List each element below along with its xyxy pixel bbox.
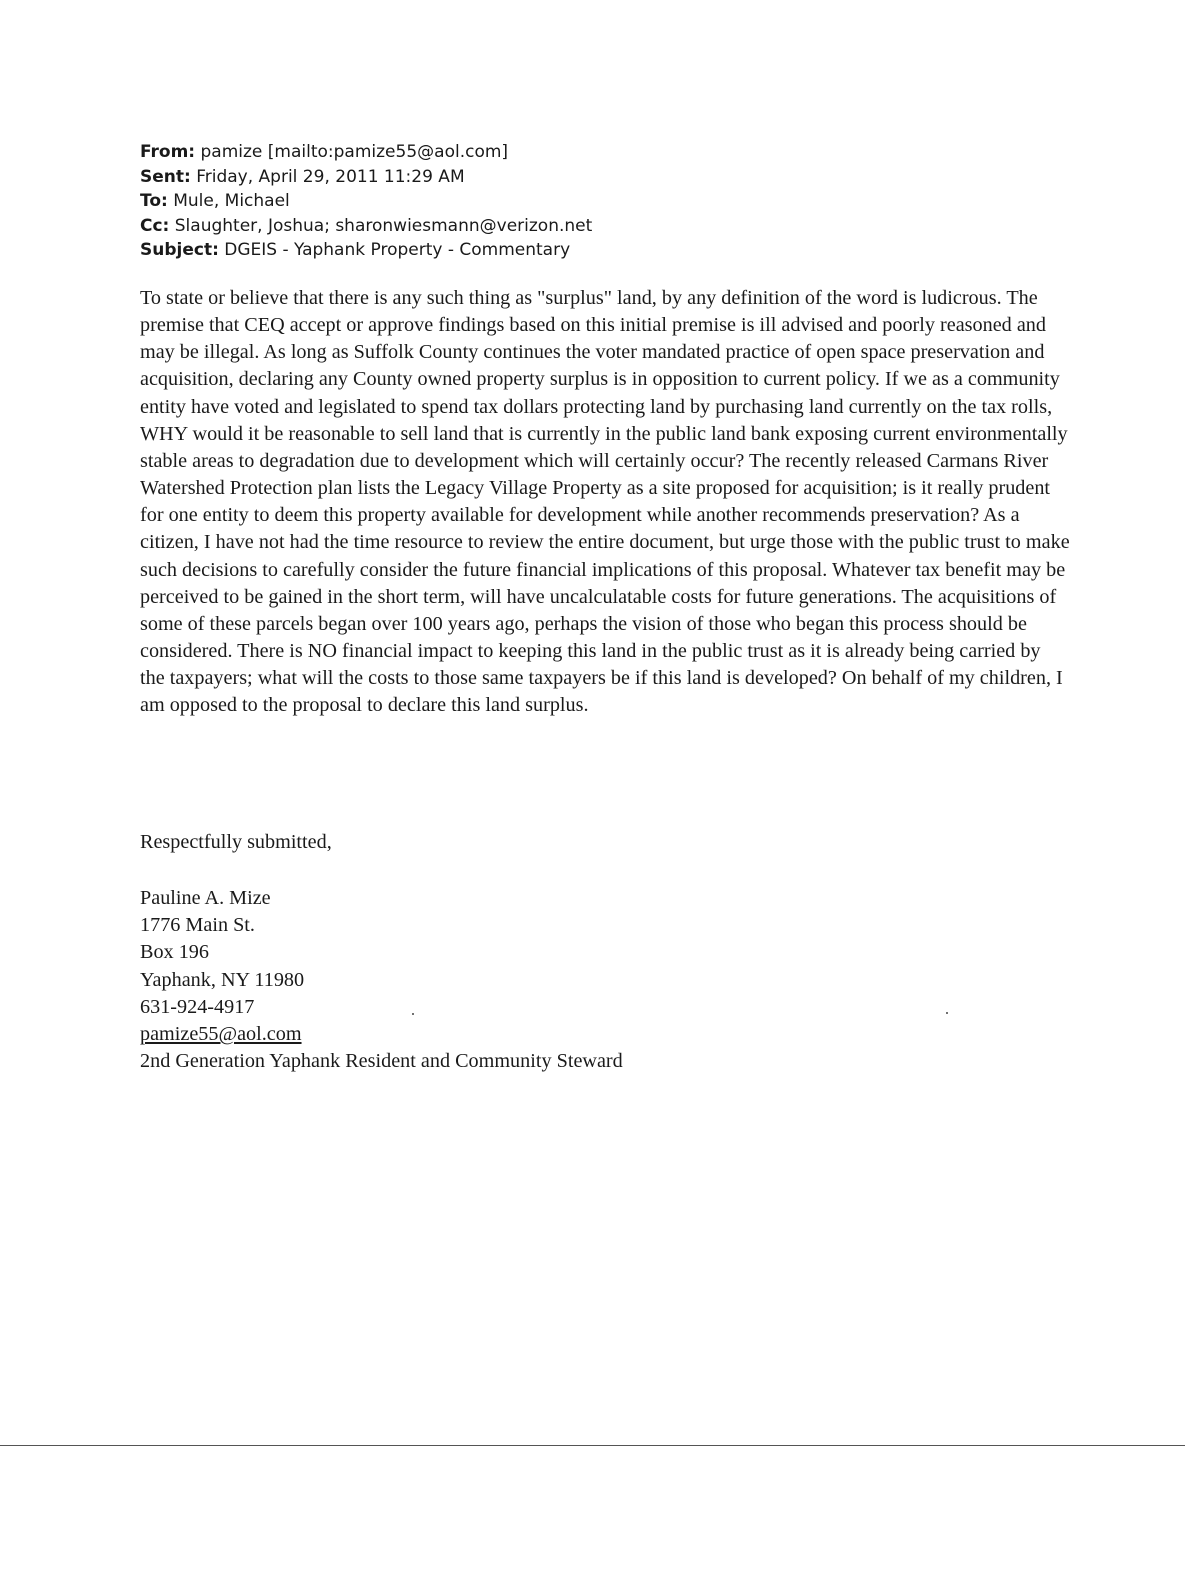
sent-row (140, 165, 592, 190)
signature-phone: 631-924-4917 (140, 995, 255, 1018)
signature-email-link[interactable]: pamize55@aol.com (140, 1023, 302, 1046)
to-value: Mule, Michael (173, 191, 290, 211)
sent-label: Sent: (140, 166, 191, 187)
subject-row (140, 238, 592, 263)
signature-title: 2nd Generation Yaphank Resident and Community Steward (140, 1050, 623, 1073)
cc-row (140, 214, 592, 239)
signature-block (140, 885, 623, 1075)
subject-value: DGEIS - Yaphank Property - Commentary (224, 240, 571, 260)
to-label: To: (140, 191, 168, 211)
body-paragraph: To state or believe that there is any such thing as "surplus" land, by any definition of the word is ludicrous. The premise that CEQ accept or approve findings based on this initial premise is ill advised and poorly reasoned and may be illegal. As long as Suffolk County continues the voter mandated practice of open space preservation and acquisition, declaring any County owned property surplus is in opposition to current policy. If we as a community entity have voted and legislated to spend tax dollars protecting land by purchasing land currently on the tax rolls, WHY would it be reasonable to sell land that is currently in the public land bank exposing current environmentally stable areas to degradation due to development which will certainly occur? The recently released Carmans River Watershed Protection plan lists the Legacy Village Property as a site proposed for acquisition; is it really prudent for one entity to deem this property available for development while another recommends preservation? As a citizen, I have not had the time resource to review the entire document, but urge those with the public trust to make such decisions to carefully consider the future financial implications of this proposal. Whatever tax benefit may be perceived to be gained in the short term, will have uncalculatable costs for future generations. The acquisitions of some of these parcels began over 100 years ago, perhaps the vision of those who began this process should be considered. There is NO financial impact to keeping this land in the public trust as it is already being carried by the taxpayers; what will the costs to those same taxpayers be if this land is developed? On behalf of my children, I am opposed to the proposal to declare this land surplus. (140, 287, 1070, 717)
sent-value: Friday, April 29, 2011 11:29 AM (196, 166, 465, 187)
cc-value: Slaughter, Joshua; sharonwiesmann@verizon.net (174, 215, 593, 236)
closing-line: Respectfully submitted, (140, 831, 332, 853)
signature-city: Yaphank, NY 11980 (140, 968, 305, 991)
email-header (140, 140, 592, 263)
signature-name: Pauline A. Mize (140, 887, 271, 909)
subject-label: Subject: (140, 240, 219, 260)
from-row (140, 140, 592, 165)
signature-box: Box 196 (140, 941, 209, 964)
footer-divider (0, 1445, 1185, 1446)
scan-speck (946, 1012, 948, 1014)
from-value: pamize [mailto:pamize55@aol.com] (200, 142, 509, 162)
to-row (140, 189, 592, 214)
from-label: From: (140, 142, 196, 162)
cc-label: Cc: (140, 215, 170, 236)
scan-speck (412, 1013, 414, 1015)
signature-street: 1776 Main St. (140, 914, 255, 937)
